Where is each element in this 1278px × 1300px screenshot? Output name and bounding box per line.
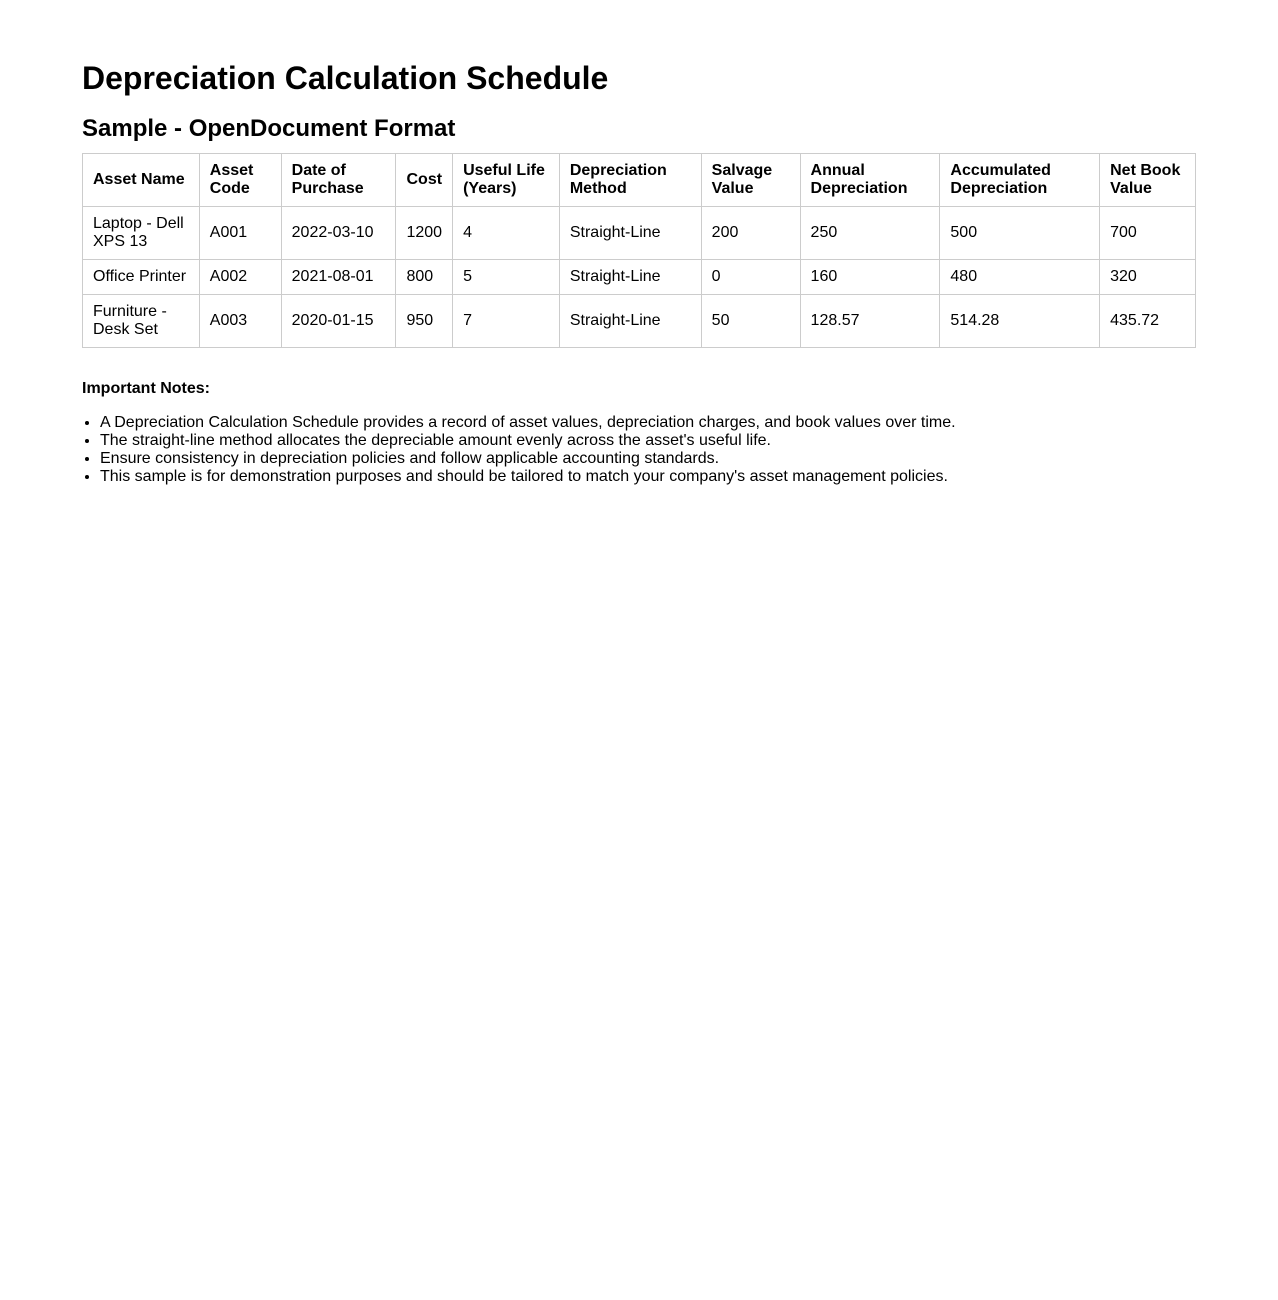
table-row — [83, 207, 1196, 260]
table-cell: 160 — [800, 260, 940, 295]
table-cell: 2021-08-01 — [281, 260, 396, 295]
table-cell: 200 — [701, 207, 800, 260]
column-header: Salvage Value — [701, 154, 800, 207]
notes-list — [82, 414, 1196, 486]
column-header: Asset Name — [83, 154, 200, 207]
column-header: Useful Life (Years) — [453, 154, 560, 207]
list-item: • Ensure consistency in depreciation policies and follow applicable accounting standards. — [100, 450, 1196, 468]
table-cell: 700 — [1100, 207, 1196, 260]
table-cell: Laptop - Dell XPS 13 — [83, 207, 200, 260]
column-header: Annual Depreciation — [800, 154, 940, 207]
table-header-row — [83, 154, 1196, 207]
column-header: Date of Purchase — [281, 154, 396, 207]
table-cell: 128.57 — [800, 295, 940, 348]
list-item: • A Depreciation Calculation Schedule provides a record of asset values, depreciation charges, and book values over time. — [100, 414, 1196, 432]
table-cell: 50 — [701, 295, 800, 348]
table-cell: A003 — [199, 295, 281, 348]
table-cell: 250 — [800, 207, 940, 260]
depreciation-table — [82, 153, 1196, 348]
table-cell: 4 — [453, 207, 560, 260]
table-cell: 0 — [701, 260, 800, 295]
table-cell: Straight-Line — [559, 295, 701, 348]
table-cell: 514.28 — [940, 295, 1100, 348]
table-cell: Straight-Line — [559, 207, 701, 260]
table-cell: 7 — [453, 295, 560, 348]
column-header: Cost — [396, 154, 453, 207]
table-cell: 800 — [396, 260, 453, 295]
table-row — [83, 260, 1196, 295]
table-cell: 1200 — [396, 207, 453, 260]
document-page — [82, 0, 1196, 486]
page-subtitle: Sample - OpenDocument Format — [82, 115, 456, 142]
table-cell: Office Printer — [83, 260, 200, 295]
table-cell: Furniture - Desk Set — [83, 295, 200, 348]
list-item: • The straight-line method allocates the depreciable amount evenly across the asset's useful life. — [100, 432, 1196, 450]
column-header: Depreciation Method — [559, 154, 701, 207]
column-header: Net Book Value — [1100, 154, 1196, 207]
table-cell: A002 — [199, 260, 281, 295]
table-row — [83, 295, 1196, 348]
notes-heading: Important Notes: — [82, 380, 210, 397]
table-cell: 500 — [940, 207, 1100, 260]
list-item: • This sample is for demonstration purposes and should be tailored to match your company's asset management policies. — [100, 468, 1196, 486]
table-cell: 320 — [1100, 260, 1196, 295]
column-header: Asset Code — [199, 154, 281, 207]
table-cell: 5 — [453, 260, 560, 295]
table-cell: 435.72 — [1100, 295, 1196, 348]
table-cell: 2022-03-10 — [281, 207, 396, 260]
table-cell: 2020-01-15 — [281, 295, 396, 348]
table-cell: 480 — [940, 260, 1100, 295]
table-cell: Straight-Line — [559, 260, 701, 295]
table-cell: 950 — [396, 295, 453, 348]
table-cell: A001 — [199, 207, 281, 260]
column-header: Accumulated Depreciation — [940, 154, 1100, 207]
page-title: Depreciation Calculation Schedule — [82, 60, 609, 96]
